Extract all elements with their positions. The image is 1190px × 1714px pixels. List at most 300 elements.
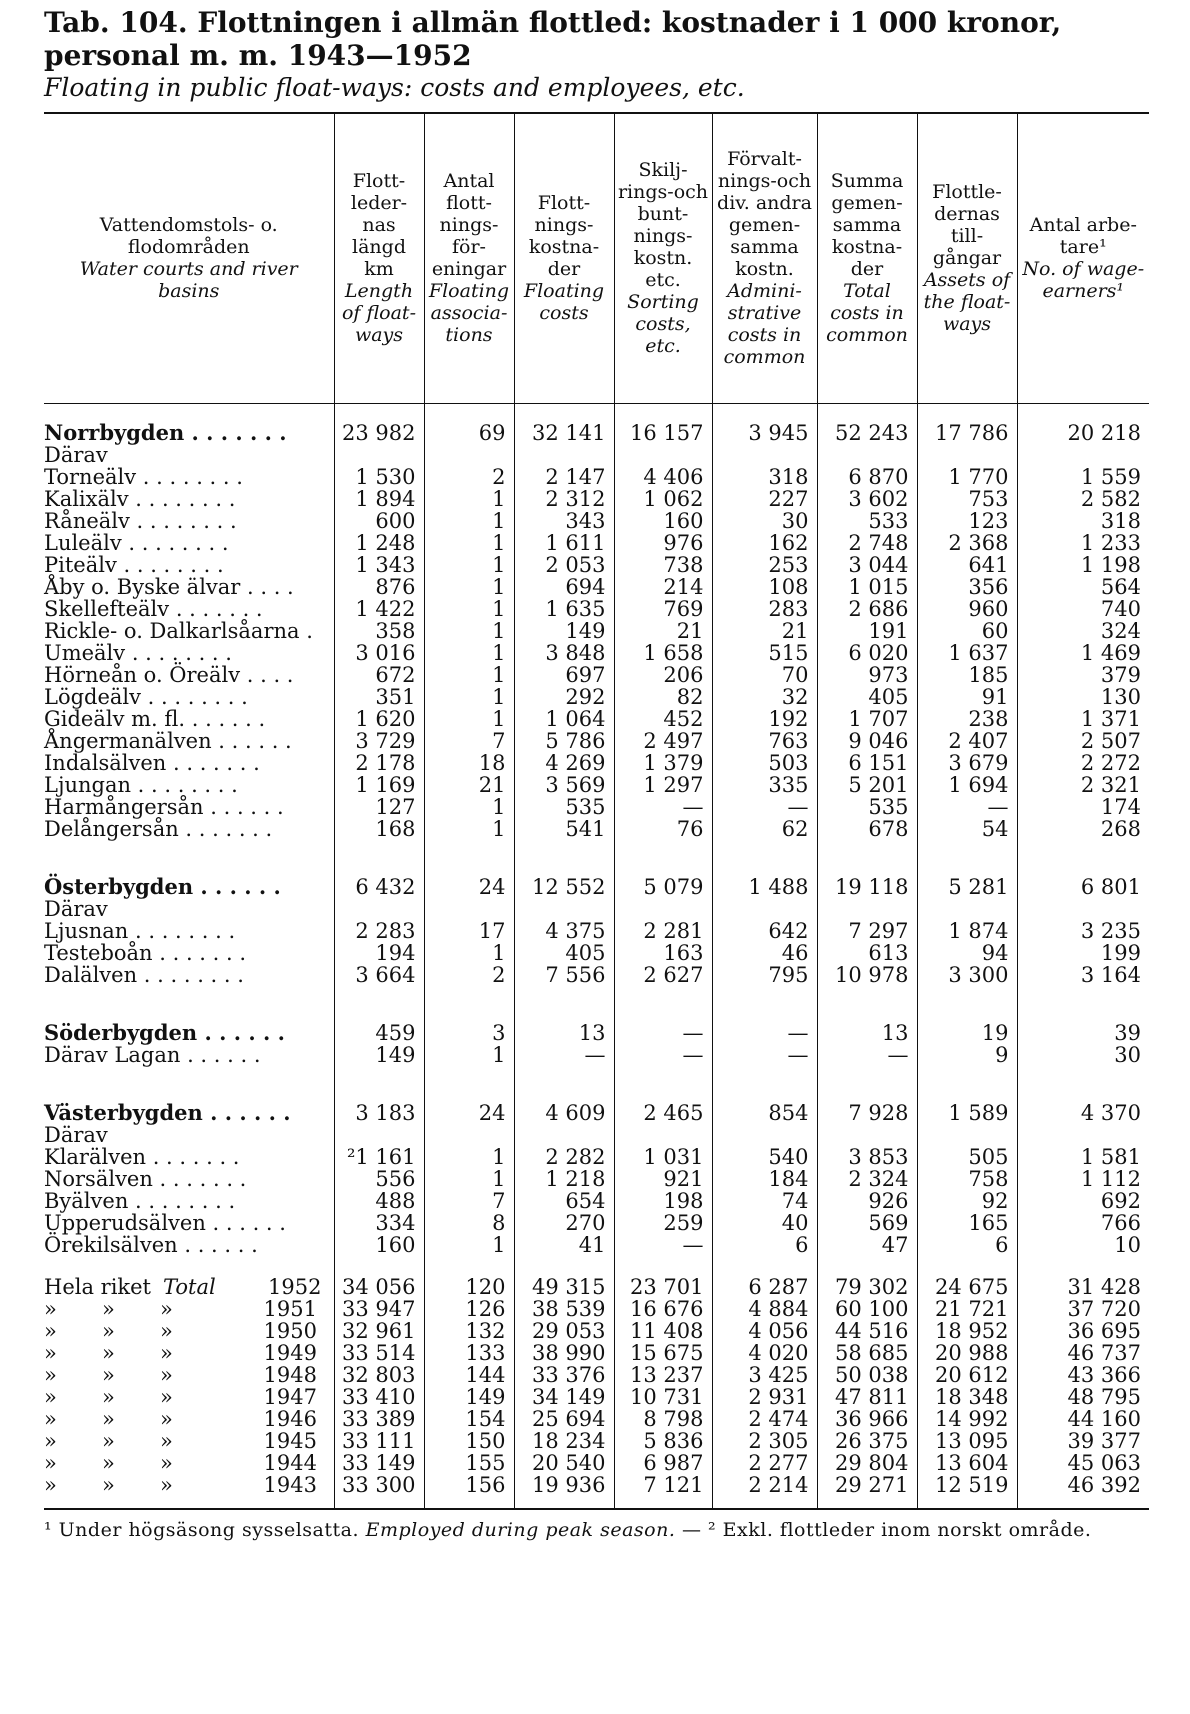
header-row xyxy=(44,113,1149,403)
cell-value xyxy=(334,898,424,920)
row-label: Harmångersån . . . . . . xyxy=(44,794,284,819)
cell-value: 7 xyxy=(424,1190,514,1212)
row-label: Byälven . . . . . . . . xyxy=(44,1188,236,1213)
cell-value: 318 xyxy=(712,466,817,488)
total-cell-value: 33 376 xyxy=(514,1364,614,1386)
table-row xyxy=(44,860,1149,898)
cell-value: 160 xyxy=(334,1234,424,1276)
cell-value: 334 xyxy=(334,1212,424,1234)
total-year: 1945 xyxy=(263,1428,317,1453)
cell-value: 130 xyxy=(1017,686,1149,708)
cell-value: 976 xyxy=(614,532,712,554)
cell-value xyxy=(712,444,817,466)
cell-value: 766 xyxy=(1017,1212,1149,1234)
row-label: Örekilsälven . . . . . . xyxy=(44,1232,258,1257)
table-row xyxy=(44,1146,1149,1168)
column-header-label: Antal flott-nings-för-eningar xyxy=(431,170,507,281)
total-cell-value: 10 731 xyxy=(614,1386,712,1408)
ditto-mark: » xyxy=(102,1318,115,1343)
cell-value: 2 053 xyxy=(514,554,614,576)
cell-value: 1 379 xyxy=(614,752,712,774)
title-line-1: Tab. 104. Flottningen i allmän flottled: kostnader i 1 000 kronor, xyxy=(44,6,1062,39)
total-year: 1944 xyxy=(263,1450,317,1475)
cell-value: 854 xyxy=(712,1086,817,1124)
cell-value: 2 282 xyxy=(514,1146,614,1168)
total-row-label xyxy=(44,1474,334,1509)
total-label-en: Total xyxy=(163,1274,216,1299)
row-label: Umeälv . . . . . . . . xyxy=(44,640,232,665)
row-label: Västerbygden . . . . . . xyxy=(44,1099,291,1125)
cell-value: 149 xyxy=(334,1044,424,1086)
ditto-mark: » xyxy=(160,1296,173,1321)
cell-value: 769 xyxy=(614,598,712,620)
table-row xyxy=(44,488,1149,510)
cell-value: 2 xyxy=(424,466,514,488)
cell-value: 926 xyxy=(817,1190,917,1212)
total-year: 1943 xyxy=(263,1472,317,1497)
cell-value: 1 xyxy=(424,708,514,730)
cell-value: 20 218 xyxy=(1017,403,1149,444)
cell-value: 358 xyxy=(334,620,424,642)
total-cell-value: 5 836 xyxy=(614,1430,712,1452)
column-header-translation: No. of wage-earners¹ xyxy=(1022,258,1145,303)
cell-value: 9 xyxy=(917,1044,1017,1086)
total-cell-value: 15 675 xyxy=(614,1342,712,1364)
cell-value: 54 xyxy=(917,818,1017,860)
cell-value: 2 627 xyxy=(614,964,712,1006)
cell-value: 2 178 xyxy=(334,752,424,774)
total-row-label xyxy=(44,1276,334,1298)
cell-value: 2 283 xyxy=(334,920,424,942)
footnote-text-sv-2: Exkl. flottleder inom norskt område. xyxy=(722,1518,1092,1541)
cell-value: 3 164 xyxy=(1017,964,1149,1006)
total-cell-value: 8 798 xyxy=(614,1408,712,1430)
table-row xyxy=(44,730,1149,752)
cell-value: 108 xyxy=(712,576,817,598)
total-cell-value: 49 315 xyxy=(514,1276,614,1298)
total-cell-value: 12 519 xyxy=(917,1474,1017,1509)
cell-value xyxy=(917,1124,1017,1146)
cell-value: 6 151 xyxy=(817,752,917,774)
footnote-marker-1: ¹ xyxy=(44,1518,53,1541)
total-label-sv: Hela riket xyxy=(44,1274,151,1299)
row-label: Därav xyxy=(44,1122,108,1147)
total-cell-value: 39 377 xyxy=(1017,1430,1149,1452)
total-row xyxy=(44,1474,1149,1509)
cell-value: 1 874 xyxy=(917,920,1017,942)
total-row xyxy=(44,1364,1149,1386)
cell-value: 198 xyxy=(614,1190,712,1212)
cell-value: 1 xyxy=(424,686,514,708)
column-header-8 xyxy=(1017,113,1149,403)
row-label: Piteälv . . . . . . . . xyxy=(44,552,224,577)
total-year: 1951 xyxy=(263,1296,317,1321)
cell-value: 2 281 xyxy=(614,920,712,942)
cell-value: 335 xyxy=(712,774,817,796)
column-header-translation: Water courts and river basins xyxy=(79,258,298,303)
table-row xyxy=(44,898,1149,920)
total-cell-value: 36 695 xyxy=(1017,1320,1149,1342)
total-cell-value: 32 961 xyxy=(334,1320,424,1342)
cell-value: 1 xyxy=(424,554,514,576)
column-header-label: Summa gemen-samma kostna-der xyxy=(830,170,904,281)
cell-value: 10 978 xyxy=(817,964,917,1006)
cell-value: 1 233 xyxy=(1017,532,1149,554)
total-row-label xyxy=(44,1430,334,1452)
cell-value: 32 141 xyxy=(514,403,614,444)
cell-value: 32 xyxy=(712,686,817,708)
document-page xyxy=(44,6,1149,1542)
cell-value: 91 xyxy=(917,686,1017,708)
cell-value: 52 243 xyxy=(817,403,917,444)
ditto-mark: » xyxy=(160,1318,173,1343)
total-cell-value: 46 737 xyxy=(1017,1342,1149,1364)
footnote-marker-2: ² xyxy=(708,1518,717,1541)
total-cell-value: 144 xyxy=(424,1364,514,1386)
row-label: Ljungan . . . . . . . . xyxy=(44,772,238,797)
ditto-mark: » xyxy=(44,1450,57,1475)
cell-value: 1 xyxy=(424,1044,514,1086)
total-cell-value: 33 410 xyxy=(334,1386,424,1408)
ditto-mark: » xyxy=(44,1296,57,1321)
cell-value xyxy=(424,1124,514,1146)
table-row xyxy=(44,532,1149,554)
cell-value: 3 016 xyxy=(334,642,424,664)
total-cell-value: 3 425 xyxy=(712,1364,817,1386)
cell-value: 69 xyxy=(424,403,514,444)
total-cell-value: 31 428 xyxy=(1017,1276,1149,1298)
cell-value: 600 xyxy=(334,510,424,532)
cell-value: 21 xyxy=(712,620,817,642)
flotation-cost-table xyxy=(44,112,1149,1510)
cell-value xyxy=(424,444,514,466)
cell-value: 569 xyxy=(817,1212,917,1234)
cell-value: 1 169 xyxy=(334,774,424,796)
table-row xyxy=(44,664,1149,686)
cell-value: 19 xyxy=(917,1006,1017,1044)
total-row xyxy=(44,1430,1149,1452)
table-row xyxy=(44,796,1149,818)
cell-value: 206 xyxy=(614,664,712,686)
cell-value: 351 xyxy=(334,686,424,708)
cell-value xyxy=(1017,444,1149,466)
row-label: Hörneån o. Öreälv . . . . xyxy=(44,662,294,687)
row-label: Råneälv . . . . . . . . xyxy=(44,508,237,533)
total-row-label xyxy=(44,1364,334,1386)
row-label: Upperudsälven . . . . . . xyxy=(44,1210,286,1235)
cell-value: 1 707 xyxy=(817,708,917,730)
column-header-2 xyxy=(424,113,514,403)
cell-value: 758 xyxy=(917,1168,1017,1190)
table-row xyxy=(44,554,1149,576)
cell-value xyxy=(514,898,614,920)
ditto-mark: » xyxy=(160,1406,173,1431)
row-label: Lögdeälv . . . . . . . . xyxy=(44,684,248,709)
cell-value: 795 xyxy=(712,964,817,1006)
total-cell-value: 29 271 xyxy=(817,1474,917,1509)
cell-value: 94 xyxy=(917,942,1017,964)
total-cell-value: 44 516 xyxy=(817,1320,917,1342)
cell-value xyxy=(614,1124,712,1146)
cell-value: 405 xyxy=(817,686,917,708)
row-label: Norrbygden . . . . . . . xyxy=(44,419,287,445)
total-row xyxy=(44,1342,1149,1364)
cell-value: 505 xyxy=(917,1146,1017,1168)
total-cell-value: 2 214 xyxy=(712,1474,817,1509)
cell-value: 1 xyxy=(424,576,514,598)
row-label: Testeboån . . . . . . . xyxy=(44,940,247,965)
total-cell-value: 7 121 xyxy=(614,1474,712,1509)
cell-value xyxy=(334,444,424,466)
cell-value: 238 xyxy=(917,708,1017,730)
cell-value: 40 xyxy=(712,1212,817,1234)
total-cell-value: 132 xyxy=(424,1320,514,1342)
total-cell-value: 34 056 xyxy=(334,1276,424,1298)
cell-value: — xyxy=(514,1044,614,1086)
table-row xyxy=(44,920,1149,942)
table-row xyxy=(44,1124,1149,1146)
total-year: 1952 xyxy=(268,1274,322,1299)
cell-value: 2 368 xyxy=(917,532,1017,554)
cell-value: 4 375 xyxy=(514,920,614,942)
ditto-mark: » xyxy=(160,1340,173,1365)
cell-value: 1 218 xyxy=(514,1168,614,1190)
cell-value: 184 xyxy=(712,1168,817,1190)
cell-value: 3 044 xyxy=(817,554,917,576)
total-row-label xyxy=(44,1342,334,1364)
column-header-4 xyxy=(614,113,712,403)
cell-value: 214 xyxy=(614,576,712,598)
table-row xyxy=(44,818,1149,860)
table-row xyxy=(44,466,1149,488)
cell-value: 92 xyxy=(917,1190,1017,1212)
total-cell-value: 26 375 xyxy=(817,1430,917,1452)
cell-value: 1 015 xyxy=(817,576,917,598)
cell-value: 1 xyxy=(424,664,514,686)
cell-value: 163 xyxy=(614,942,712,964)
cell-value: 82 xyxy=(614,686,712,708)
cell-value: 960 xyxy=(917,598,1017,620)
cell-value: 1 559 xyxy=(1017,466,1149,488)
cell-value: 39 xyxy=(1017,1006,1149,1044)
cell-value: 1 064 xyxy=(514,708,614,730)
ditto-mark: » xyxy=(44,1384,57,1409)
column-header-label: Förvalt-nings-och div. andra gemen-samma kostn. xyxy=(717,148,812,281)
cell-value: 1 422 xyxy=(334,598,424,620)
cell-value: 13 xyxy=(514,1006,614,1044)
total-cell-value: 58 685 xyxy=(817,1342,917,1364)
cell-value: 4 609 xyxy=(514,1086,614,1124)
table-row xyxy=(44,576,1149,598)
column-header-1 xyxy=(334,113,424,403)
total-cell-value: 34 149 xyxy=(514,1386,614,1408)
ditto-mark: » xyxy=(102,1362,115,1387)
total-cell-value: 33 111 xyxy=(334,1430,424,1452)
cell-value: 160 xyxy=(614,510,712,532)
cell-value: 1 xyxy=(424,1234,514,1276)
row-label: Söderbygden . . . . . . xyxy=(44,1019,285,1045)
cell-value: 540 xyxy=(712,1146,817,1168)
table-row xyxy=(44,598,1149,620)
total-cell-value: 33 514 xyxy=(334,1342,424,1364)
ditto-mark: » xyxy=(102,1384,115,1409)
row-label: Kalixälv . . . . . . . . xyxy=(44,486,236,511)
cell-value: — xyxy=(614,796,712,818)
total-cell-value: 33 300 xyxy=(334,1474,424,1509)
ditto-mark: » xyxy=(160,1428,173,1453)
cell-value: 405 xyxy=(514,942,614,964)
footnote xyxy=(44,1518,1149,1542)
total-row-label xyxy=(44,1386,334,1408)
cell-value: 1 xyxy=(424,620,514,642)
row-label: Delångersån . . . . . . . xyxy=(44,816,273,841)
column-header-translation: Total costs in common xyxy=(826,280,908,347)
column-header-6 xyxy=(817,113,917,403)
column-header-5 xyxy=(712,113,817,403)
cell-value: 2 686 xyxy=(817,598,917,620)
cell-value: 503 xyxy=(712,752,817,774)
cell-value: — xyxy=(614,1044,712,1086)
cell-value: 3 300 xyxy=(917,964,1017,1006)
total-cell-value: 16 676 xyxy=(614,1298,712,1320)
total-year: 1949 xyxy=(263,1340,317,1365)
cell-value: 2 272 xyxy=(1017,752,1149,774)
row-label: Skellefteälv . . . . . . . xyxy=(44,596,263,621)
total-row-label xyxy=(44,1452,334,1474)
column-header-label: Antal arbe-tare¹ xyxy=(1029,214,1137,259)
cell-value: 738 xyxy=(614,554,712,576)
table-row xyxy=(44,1234,1149,1276)
cell-value: 270 xyxy=(514,1212,614,1234)
cell-value: 1 xyxy=(424,642,514,664)
cell-value: 174 xyxy=(1017,796,1149,818)
cell-value: 1 637 xyxy=(917,642,1017,664)
total-cell-value: 4 020 xyxy=(712,1342,817,1364)
cell-value: 2 321 xyxy=(1017,774,1149,796)
cell-value: 1 xyxy=(424,488,514,510)
cell-value: 533 xyxy=(817,510,917,532)
ditto-mark: » xyxy=(102,1428,115,1453)
cell-value: 753 xyxy=(917,488,1017,510)
total-cell-value: 60 100 xyxy=(817,1298,917,1320)
cell-value: 60 xyxy=(917,620,1017,642)
cell-value: 7 556 xyxy=(514,964,614,1006)
total-cell-value: 11 408 xyxy=(614,1320,712,1342)
ditto-mark: » xyxy=(160,1450,173,1475)
cell-value: 921 xyxy=(614,1168,712,1190)
column-header-label: Skilj-rings-och bunt-nings-kostn. etc. xyxy=(617,159,709,292)
cell-value: 7 xyxy=(424,730,514,752)
cell-value: 149 xyxy=(514,620,614,642)
total-cell-value: 37 720 xyxy=(1017,1298,1149,1320)
cell-value: 1 xyxy=(424,1146,514,1168)
cell-value: 535 xyxy=(817,796,917,818)
total-cell-value: 25 694 xyxy=(514,1408,614,1430)
row-label: Därav xyxy=(44,442,108,467)
cell-value: 1 611 xyxy=(514,532,614,554)
cell-value: 1 530 xyxy=(334,466,424,488)
total-row xyxy=(44,1320,1149,1342)
total-cell-value: 14 992 xyxy=(917,1408,1017,1430)
cell-value: 459 xyxy=(334,1006,424,1044)
cell-value: 694 xyxy=(514,576,614,598)
total-cell-value: 6 287 xyxy=(712,1276,817,1298)
row-label: Därav Lagan . . . . . . xyxy=(44,1042,261,1067)
cell-value: 24 xyxy=(424,1086,514,1124)
column-header-0 xyxy=(44,113,334,403)
total-row xyxy=(44,1298,1149,1320)
row-label: Gideälv m. fl. . . . . . . xyxy=(44,706,266,731)
total-cell-value: 20 988 xyxy=(917,1342,1017,1364)
cell-value: 515 xyxy=(712,642,817,664)
total-cell-value: 13 237 xyxy=(614,1364,712,1386)
cell-value: 17 786 xyxy=(917,403,1017,444)
cell-value: 2 497 xyxy=(614,730,712,752)
cell-value: 1 488 xyxy=(712,860,817,898)
cell-value: 47 xyxy=(817,1234,917,1276)
column-header-translation: Floating costs xyxy=(523,280,605,325)
cell-value: 70 xyxy=(712,664,817,686)
ditto-mark: » xyxy=(44,1318,57,1343)
cell-value: 642 xyxy=(712,920,817,942)
ditto-mark: » xyxy=(160,1384,173,1409)
cell-value: 1 770 xyxy=(917,466,1017,488)
cell-value: 654 xyxy=(514,1190,614,1212)
cell-value xyxy=(817,444,917,466)
cell-value: 2 748 xyxy=(817,532,917,554)
cell-value: 5 786 xyxy=(514,730,614,752)
total-cell-value: 44 160 xyxy=(1017,1408,1149,1430)
cell-value: 253 xyxy=(712,554,817,576)
cell-value: 227 xyxy=(712,488,817,510)
ditto-mark: » xyxy=(44,1428,57,1453)
table-row xyxy=(44,1044,1149,1086)
column-header-7 xyxy=(917,113,1017,403)
cell-value: 8 xyxy=(424,1212,514,1234)
table-row xyxy=(44,774,1149,796)
cell-value: 318 xyxy=(1017,510,1149,532)
cell-value: 641 xyxy=(917,554,1017,576)
cell-value: 17 xyxy=(424,920,514,942)
cell-value xyxy=(424,898,514,920)
cell-value: 12 552 xyxy=(514,860,614,898)
total-cell-value: 2 931 xyxy=(712,1386,817,1408)
total-cell-value: 38 539 xyxy=(514,1298,614,1320)
cell-value: 2 465 xyxy=(614,1086,712,1124)
cell-value: — xyxy=(614,1234,712,1276)
cell-value: 1 xyxy=(424,796,514,818)
column-header-translation: Length of float-ways xyxy=(341,280,416,347)
cell-value: 379 xyxy=(1017,664,1149,686)
cell-value: 488 xyxy=(334,1190,424,1212)
total-cell-value: 150 xyxy=(424,1430,514,1452)
total-cell-value: 29 053 xyxy=(514,1320,614,1342)
table-row xyxy=(44,1168,1149,1190)
cell-value: 4 370 xyxy=(1017,1086,1149,1124)
cell-value: 6 432 xyxy=(334,860,424,898)
cell-value: 3 569 xyxy=(514,774,614,796)
cell-value: 191 xyxy=(817,620,917,642)
cell-value: 62 xyxy=(712,818,817,860)
ditto-mark: » xyxy=(44,1340,57,1365)
cell-value: 692 xyxy=(1017,1190,1149,1212)
cell-value xyxy=(712,898,817,920)
column-header-translation: Assets of the float-ways xyxy=(923,269,1011,336)
cell-value: 343 xyxy=(514,510,614,532)
ditto-mark: » xyxy=(102,1406,115,1431)
column-header-translation: Admini-strative costs in common xyxy=(723,280,806,369)
cell-value: 2 147 xyxy=(514,466,614,488)
